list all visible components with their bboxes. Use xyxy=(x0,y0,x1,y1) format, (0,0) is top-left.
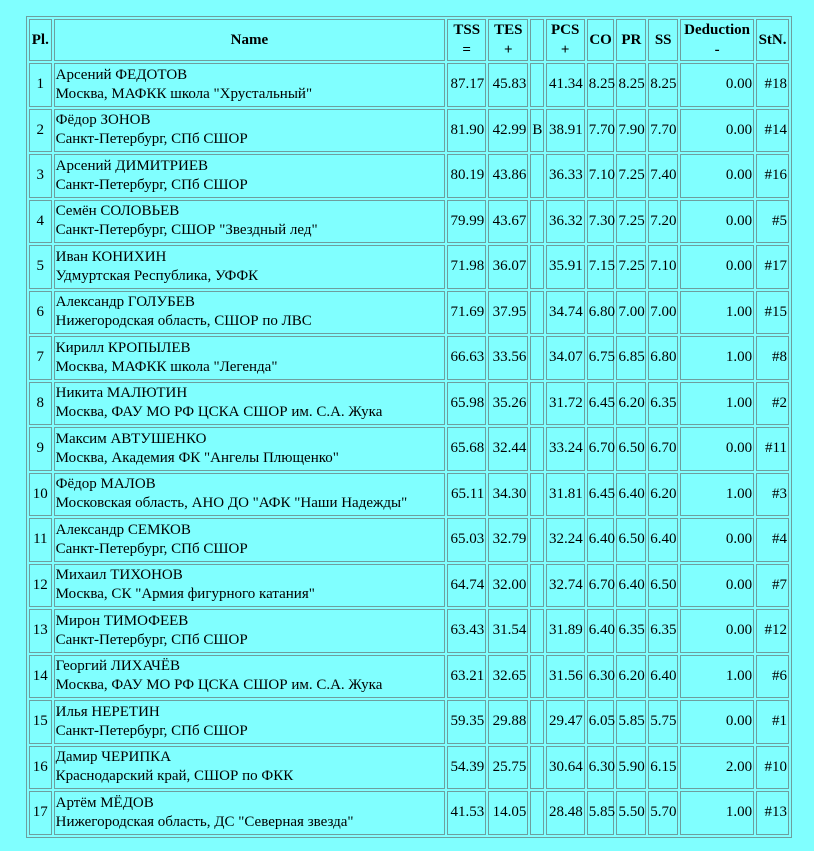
skater-name: Арсений ФЕДОТОВ xyxy=(55,66,188,83)
cell-flag xyxy=(530,154,543,198)
cell-tss: 65.68 xyxy=(447,427,486,471)
cell-tes: 25.75 xyxy=(488,746,528,790)
cell-name xyxy=(54,609,446,653)
cell-pr: 7.00 xyxy=(616,291,646,335)
table-row xyxy=(29,473,789,517)
skater-name: Александр ГОЛУБЕВ xyxy=(55,294,195,311)
skater-name: Фёдор МАЛОВ xyxy=(55,476,156,493)
cell-flag xyxy=(530,655,543,699)
cell-pcs: 31.89 xyxy=(546,609,585,653)
cell-co: 6.80 xyxy=(587,291,615,335)
cell-place: 10 xyxy=(29,473,52,517)
table-row xyxy=(29,746,789,790)
cell-tes: 32.79 xyxy=(488,518,528,562)
cell-tss: 64.74 xyxy=(447,564,486,608)
cell-stn: #15 xyxy=(756,291,789,335)
cell-deduction: 0.00 xyxy=(680,63,754,107)
cell-place: 15 xyxy=(29,700,52,744)
cell-place: 2 xyxy=(29,109,52,153)
cell-ss: 6.35 xyxy=(648,382,678,426)
skater-club: Москва, Академия ФК "Ангелы Плющенко" xyxy=(55,449,339,466)
cell-co: 6.45 xyxy=(587,382,615,426)
skater-club: Удмуртская Республика, УФФК xyxy=(55,267,259,284)
cell-ss: 7.70 xyxy=(648,109,678,153)
cell-place: 11 xyxy=(29,518,52,562)
cell-name xyxy=(54,336,446,380)
col-pl: Pl. xyxy=(29,19,52,61)
cell-stn: #13 xyxy=(756,791,789,835)
cell-pcs: 34.74 xyxy=(546,291,585,335)
skater-name: Мирон ТИМОФЕЕВ xyxy=(55,612,189,629)
cell-deduction: 0.00 xyxy=(680,427,754,471)
cell-tes: 29.88 xyxy=(488,700,528,744)
cell-pcs: 33.24 xyxy=(546,427,585,471)
cell-tes: 31.54 xyxy=(488,609,528,653)
cell-pcs: 36.33 xyxy=(546,154,585,198)
cell-tss: 80.19 xyxy=(447,154,486,198)
table-row xyxy=(29,63,789,107)
cell-stn: #17 xyxy=(756,245,789,289)
cell-tss: 63.43 xyxy=(447,609,486,653)
cell-ss: 8.25 xyxy=(648,63,678,107)
cell-pr: 6.20 xyxy=(616,382,646,426)
cell-flag xyxy=(530,291,543,335)
col-pcs: PCS + xyxy=(546,19,585,61)
skater-name: Кирилл КРОПЫЛЕВ xyxy=(55,339,191,356)
cell-tss: 87.17 xyxy=(447,63,486,107)
cell-deduction: 0.00 xyxy=(680,154,754,198)
cell-stn: #10 xyxy=(756,746,789,790)
cell-tss: 66.63 xyxy=(447,336,486,380)
cell-ss: 5.70 xyxy=(648,791,678,835)
cell-pr: 6.50 xyxy=(616,427,646,471)
cell-tss: 71.98 xyxy=(447,245,486,289)
cell-pcs: 35.91 xyxy=(546,245,585,289)
table-row xyxy=(29,245,789,289)
cell-name xyxy=(54,791,446,835)
cell-flag xyxy=(530,473,543,517)
skater-name: Дамир ЧЕРИПКА xyxy=(55,749,172,766)
cell-tss: 79.99 xyxy=(447,200,486,244)
cell-place: 3 xyxy=(29,154,52,198)
cell-place: 6 xyxy=(29,291,52,335)
cell-tes: 14.05 xyxy=(488,791,528,835)
cell-pcs: 32.74 xyxy=(546,564,585,608)
cell-deduction: 0.00 xyxy=(680,518,754,562)
cell-stn: #16 xyxy=(756,154,789,198)
skater-name: Александр СЕМКОВ xyxy=(55,521,191,538)
skater-club: Москва, ФАУ МО РФ ЦСКА СШОР им. С.А. Жука xyxy=(55,677,383,694)
cell-flag xyxy=(530,746,543,790)
cell-stn: #3 xyxy=(756,473,789,517)
cell-co: 6.30 xyxy=(587,746,615,790)
cell-tes: 43.67 xyxy=(488,200,528,244)
cell-deduction: 2.00 xyxy=(680,746,754,790)
skater-club: Московская область, АНО ДО "АФК "Наши Надежды" xyxy=(55,495,408,512)
cell-place: 17 xyxy=(29,791,52,835)
skater-name: Семён СОЛОВЬЕВ xyxy=(55,203,180,220)
cell-name xyxy=(54,109,446,153)
cell-ss: 5.75 xyxy=(648,700,678,744)
col-name: Name xyxy=(54,19,446,61)
table-row xyxy=(29,609,789,653)
cell-deduction: 0.00 xyxy=(680,200,754,244)
cell-name xyxy=(54,655,446,699)
cell-pr: 7.90 xyxy=(616,109,646,153)
cell-co: 6.30 xyxy=(587,655,615,699)
cell-co: 6.70 xyxy=(587,427,615,471)
table-row xyxy=(29,427,789,471)
cell-pcs: 28.48 xyxy=(546,791,585,835)
cell-stn: #11 xyxy=(756,427,789,471)
cell-tes: 42.99 xyxy=(488,109,528,153)
cell-place: 14 xyxy=(29,655,52,699)
col-ss: SS xyxy=(648,19,678,61)
cell-deduction: 0.00 xyxy=(680,564,754,608)
cell-tss: 65.11 xyxy=(447,473,486,517)
cell-deduction: 0.00 xyxy=(680,109,754,153)
col-pr: PR xyxy=(616,19,646,61)
cell-pr: 7.25 xyxy=(616,200,646,244)
cell-name xyxy=(54,564,446,608)
skater-club: Нижегородская область, ДС "Северная звезда" xyxy=(55,813,354,830)
cell-co: 6.70 xyxy=(587,564,615,608)
cell-tes: 33.56 xyxy=(488,336,528,380)
cell-pr: 5.50 xyxy=(616,791,646,835)
cell-name xyxy=(54,746,446,790)
skater-club: Нижегородская область, СШОР по ЛВС xyxy=(55,313,312,330)
skater-club: Санкт-Петербург, СПб СШОР xyxy=(55,722,248,739)
cell-stn: #4 xyxy=(756,518,789,562)
table-row xyxy=(29,791,789,835)
skater-name: Илья НЕРЕТИН xyxy=(55,703,160,720)
cell-flag xyxy=(530,518,543,562)
cell-co: 7.10 xyxy=(587,154,615,198)
cell-pr: 6.20 xyxy=(616,655,646,699)
cell-ss: 7.40 xyxy=(648,154,678,198)
cell-tss: 65.03 xyxy=(447,518,486,562)
col-flag xyxy=(530,19,543,61)
table-row xyxy=(29,382,789,426)
cell-co: 6.75 xyxy=(587,336,615,380)
cell-pcs: 31.56 xyxy=(546,655,585,699)
cell-ss: 7.20 xyxy=(648,200,678,244)
cell-flag xyxy=(530,564,543,608)
cell-tss: 41.53 xyxy=(447,791,486,835)
cell-pcs: 38.91 xyxy=(546,109,585,153)
cell-place: 5 xyxy=(29,245,52,289)
cell-pr: 6.50 xyxy=(616,518,646,562)
skater-name: Георгий ЛИХАЧЁВ xyxy=(55,658,181,675)
cell-pr: 5.85 xyxy=(616,700,646,744)
cell-pr: 6.85 xyxy=(616,336,646,380)
cell-pr: 5.90 xyxy=(616,746,646,790)
header-row xyxy=(29,19,789,61)
cell-place: 12 xyxy=(29,564,52,608)
cell-pcs: 31.72 xyxy=(546,382,585,426)
cell-flag xyxy=(530,382,543,426)
table-row xyxy=(29,200,789,244)
table-row xyxy=(29,291,789,335)
cell-stn: #6 xyxy=(756,655,789,699)
cell-place: 9 xyxy=(29,427,52,471)
cell-flag xyxy=(530,700,543,744)
cell-co: 6.40 xyxy=(587,518,615,562)
cell-name xyxy=(54,154,446,198)
cell-name xyxy=(54,200,446,244)
cell-ss: 6.80 xyxy=(648,336,678,380)
cell-pr: 7.25 xyxy=(616,245,646,289)
cell-flag xyxy=(530,336,543,380)
cell-pcs: 32.24 xyxy=(546,518,585,562)
cell-stn: #14 xyxy=(756,109,789,153)
skater-name: Никита МАЛЮТИН xyxy=(55,385,188,402)
cell-flag xyxy=(530,200,543,244)
skater-name: Максим АВТУШЕНКО xyxy=(55,430,207,447)
cell-ss: 6.50 xyxy=(648,564,678,608)
cell-place: 7 xyxy=(29,336,52,380)
cell-place: 16 xyxy=(29,746,52,790)
cell-tss: 54.39 xyxy=(447,746,486,790)
cell-name xyxy=(54,382,446,426)
col-stn: StN. xyxy=(756,19,789,61)
cell-stn: #2 xyxy=(756,382,789,426)
table-row xyxy=(29,655,789,699)
skater-club: Санкт-Петербург, СШОР "Звездный лед" xyxy=(55,222,318,239)
cell-ss: 6.20 xyxy=(648,473,678,517)
cell-place: 1 xyxy=(29,63,52,107)
cell-name xyxy=(54,518,446,562)
cell-name xyxy=(54,473,446,517)
cell-flag xyxy=(530,609,543,653)
skater-name: Иван КОНИХИН xyxy=(55,248,167,265)
cell-co: 6.45 xyxy=(587,473,615,517)
cell-stn: #8 xyxy=(756,336,789,380)
cell-tss: 71.69 xyxy=(447,291,486,335)
results-table xyxy=(26,16,792,838)
cell-co: 6.40 xyxy=(587,609,615,653)
skater-club: Санкт-Петербург, СПб СШОР xyxy=(55,176,248,193)
skater-club: Москва, ФАУ МО РФ ЦСКА СШОР им. С.А. Жука xyxy=(55,404,383,421)
table-row xyxy=(29,518,789,562)
cell-stn: #18 xyxy=(756,63,789,107)
cell-pr: 8.25 xyxy=(616,63,646,107)
cell-pcs: 34.07 xyxy=(546,336,585,380)
cell-co: 7.70 xyxy=(587,109,615,153)
cell-deduction: 0.00 xyxy=(680,609,754,653)
cell-tes: 45.83 xyxy=(488,63,528,107)
cell-deduction: 1.00 xyxy=(680,336,754,380)
cell-stn: #1 xyxy=(756,700,789,744)
cell-pr: 6.40 xyxy=(616,473,646,517)
cell-pr: 6.40 xyxy=(616,564,646,608)
cell-deduction: 1.00 xyxy=(680,791,754,835)
cell-deduction: 1.00 xyxy=(680,655,754,699)
cell-deduction: 1.00 xyxy=(680,473,754,517)
col-tes: TES + xyxy=(488,19,528,61)
cell-ss: 7.00 xyxy=(648,291,678,335)
skater-club: Краснодарский край, СШОР по ФКК xyxy=(55,768,294,785)
cell-tes: 35.26 xyxy=(488,382,528,426)
skater-name: Фёдор ЗОНОВ xyxy=(55,112,151,129)
cell-ss: 6.70 xyxy=(648,427,678,471)
cell-tss: 81.90 xyxy=(447,109,486,153)
cell-ss: 6.40 xyxy=(648,655,678,699)
col-co: CO xyxy=(587,19,615,61)
col-tss: TSS = xyxy=(447,19,486,61)
skater-club: Санкт-Петербург, СПб СШОР xyxy=(55,540,248,557)
cell-place: 13 xyxy=(29,609,52,653)
cell-deduction: 1.00 xyxy=(680,382,754,426)
skater-club: Москва, МАФКК школа "Легенда" xyxy=(55,358,278,375)
cell-pcs: 31.81 xyxy=(546,473,585,517)
cell-deduction: 1.00 xyxy=(680,291,754,335)
skater-name: Михаил ТИХОНОВ xyxy=(55,567,183,584)
table-row xyxy=(29,109,789,153)
cell-co: 8.25 xyxy=(587,63,615,107)
cell-name xyxy=(54,245,446,289)
cell-flag xyxy=(530,791,543,835)
cell-name xyxy=(54,291,446,335)
skater-club: Москва, СК "Армия фигурного катания" xyxy=(55,586,315,603)
cell-place: 4 xyxy=(29,200,52,244)
skater-club: Москва, МАФКК школа "Хрустальный" xyxy=(55,85,313,102)
cell-flag xyxy=(530,63,543,107)
cell-tes: 32.44 xyxy=(488,427,528,471)
cell-tes: 32.00 xyxy=(488,564,528,608)
cell-tss: 63.21 xyxy=(447,655,486,699)
cell-pr: 6.35 xyxy=(616,609,646,653)
cell-ss: 7.10 xyxy=(648,245,678,289)
cell-tss: 65.98 xyxy=(447,382,486,426)
skater-name: Арсений ДИМИТРИЕВ xyxy=(55,157,209,174)
cell-name xyxy=(54,427,446,471)
cell-deduction: 0.00 xyxy=(680,245,754,289)
cell-tss: 59.35 xyxy=(447,700,486,744)
cell-co: 7.30 xyxy=(587,200,615,244)
table-row xyxy=(29,336,789,380)
cell-flag: B xyxy=(530,109,543,153)
cell-pcs: 36.32 xyxy=(546,200,585,244)
col-deduction: Deduction - xyxy=(680,19,754,61)
cell-tes: 43.86 xyxy=(488,154,528,198)
cell-tes: 34.30 xyxy=(488,473,528,517)
table-row xyxy=(29,700,789,744)
cell-co: 6.05 xyxy=(587,700,615,744)
skater-club: Санкт-Петербург, СПб СШОР xyxy=(55,131,248,148)
cell-deduction: 0.00 xyxy=(680,700,754,744)
cell-stn: #7 xyxy=(756,564,789,608)
table-row xyxy=(29,564,789,608)
cell-pcs: 30.64 xyxy=(546,746,585,790)
skater-name: Артём МЁДОВ xyxy=(55,794,154,811)
cell-place: 8 xyxy=(29,382,52,426)
cell-co: 7.15 xyxy=(587,245,615,289)
cell-stn: #5 xyxy=(756,200,789,244)
cell-ss: 6.40 xyxy=(648,518,678,562)
cell-co: 5.85 xyxy=(587,791,615,835)
skater-club: Санкт-Петербург, СПб СШОР xyxy=(55,631,248,648)
cell-tes: 36.07 xyxy=(488,245,528,289)
cell-stn: #12 xyxy=(756,609,789,653)
cell-tes: 32.65 xyxy=(488,655,528,699)
table-row xyxy=(29,154,789,198)
cell-tes: 37.95 xyxy=(488,291,528,335)
cell-name xyxy=(54,63,446,107)
cell-ss: 6.35 xyxy=(648,609,678,653)
cell-name xyxy=(54,700,446,744)
cell-flag xyxy=(530,427,543,471)
cell-pcs: 29.47 xyxy=(546,700,585,744)
cell-pcs: 41.34 xyxy=(546,63,585,107)
cell-ss: 6.15 xyxy=(648,746,678,790)
cell-flag xyxy=(530,245,543,289)
cell-pr: 7.25 xyxy=(616,154,646,198)
